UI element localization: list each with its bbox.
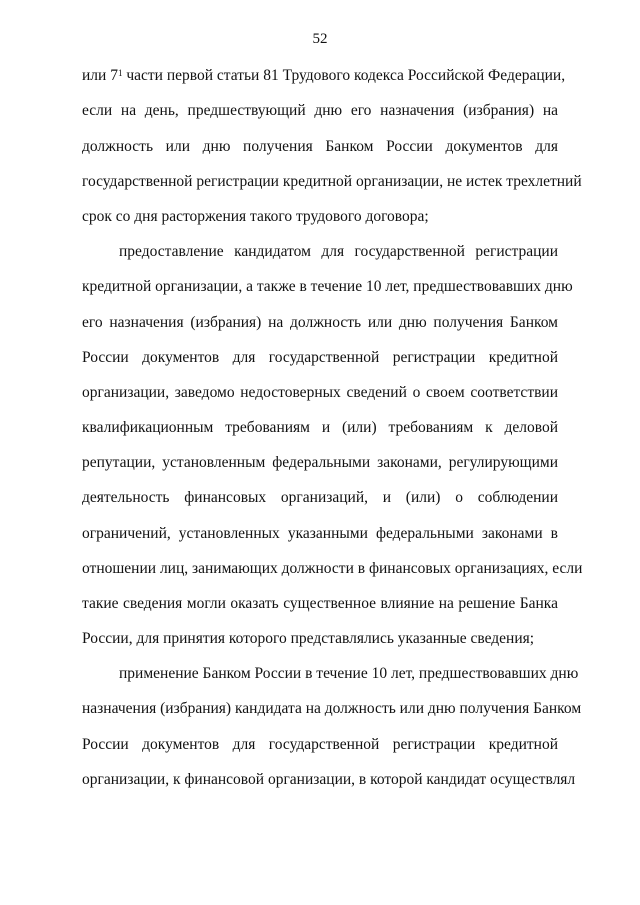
text-line: России документов для государственной регистрации кредитной [82,349,558,366]
text-line: государственной регистрации кредитной организации, не истек трехлетний [82,173,582,190]
text-line: или $7^1$ части первой статьи 81 Трудового кодекса Российской Федерации, [82,67,566,84]
text-line: должность или дню получения Банком России документов для [82,138,558,155]
text-line: ограничений, установленных указанными федеральными законами в [82,525,558,542]
text-line: такие сведения могли оказать существенное влияние на решение Банка [82,595,558,612]
text-line: организации, заведомо недостоверных сведений о своем соответствии [82,384,558,401]
page-number: 52 [312,31,328,47]
text-line: назначения (избрания) кандидата на должность или дню получения Банком [82,700,582,717]
text-line: отношении лиц, занимающих должности в финансовых организациях, если [82,560,583,577]
paragraph-first-line: предоставление кандидатом для государственной регистрации [119,243,558,260]
text-line: России, для принятия которого представлялись указанные сведения; [82,630,535,647]
text-line: деятельность финансовых организаций, и (или) о соблюдении [82,489,558,506]
superscript: 1 [117,68,123,78]
text-line: репутации, установленным федеральными законами, регулирующими [82,454,558,471]
text-line: если на день, предшествующий дню его назначения (избрания) на [82,102,558,119]
text-line: организации, к финансовой организации, в которой кандидат осуществлял [82,771,576,788]
text-line: его назначения (избрания) на должность или дню получения Банком [82,314,558,331]
text-line: кредитной организации, а также в течение 10 лет, предшествовавших дню [82,278,573,295]
text-line: срок со дня расторжения такого трудового договора; [82,208,429,225]
text-line: квалификационным требованиям и (или) требованиям к деловой [82,419,558,436]
paragraph-first-line: применение Банком России в течение 10 лет, предшествовавших дню [119,665,579,682]
text-line: России документов для государственной регистрации кредитной [82,736,558,753]
